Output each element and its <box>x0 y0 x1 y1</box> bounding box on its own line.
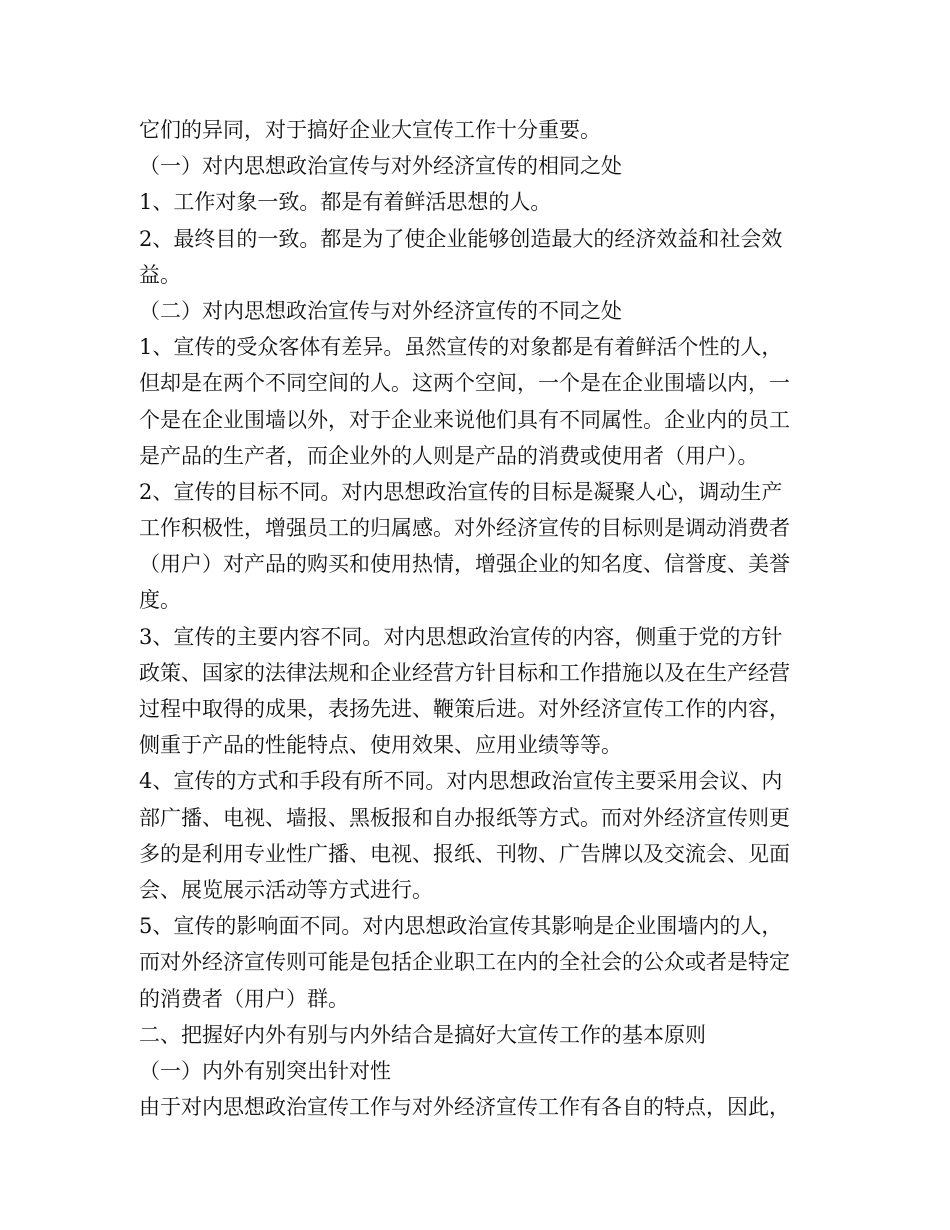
body-text-line: 是产品的生产者，而企业外的人则是产品的消费或使用者（用户）。 <box>139 443 759 468</box>
body-text-line: 部广播、电视、墙报、黑板报和自办报纸等方式。而对外经济宣传则更 <box>139 805 790 830</box>
body-text-line: 会、展览展示活动等方式进行。 <box>139 877 433 902</box>
body-text-line: 工作积极性，增强员工的归属感。对外经济宣传的目标则是调动消费者 <box>139 516 790 541</box>
body-text-line: 侧重于产品的性能特点、使用效果、应用业绩等等。 <box>139 733 622 758</box>
body-text-line: 而对外经济宣传则可能是包括企业职工在内的全社会的公众或者是特定 <box>139 950 790 975</box>
body-text-line: 4、宣传的方式和手段有所不同。对内思想政治宣传主要采用会议、内 <box>139 769 783 794</box>
body-text-line: 2、宣传的目标不同。对内思想政治宣传的目标是凝聚人心，调动生产 <box>139 479 783 504</box>
body-text-line: 度。 <box>139 588 181 613</box>
document-body <box>139 112 815 1125</box>
section-heading: （一）对内思想政治宣传与对外经济宣传的相同之处 <box>139 154 622 179</box>
section-heading: （一）内外有别突出针对性 <box>139 1058 391 1083</box>
body-text-line: 它们的异同，对于搞好企业大宣传工作十分重要。 <box>139 118 601 142</box>
body-text-line: 5、宣传的影响面不同。对内思想政治宣传其影响是企业围墙内的人， <box>139 914 783 939</box>
body-text-line: 由于对内思想政治宣传工作与对外经济宣传工作有各自的特点，因此， <box>139 1095 790 1120</box>
body-text-line: 个是在企业围墙以外，对于企业来说他们具有不同属性。企业内的员工 <box>139 407 790 432</box>
section-heading: （二）对内思想政治宣传与对外经济宣传的不同之处 <box>139 298 622 323</box>
section-heading: 二、把握好内外有别与内外结合是搞好大宣传工作的基本原则 <box>139 1022 706 1047</box>
body-text-line: 的消费者（用户）群。 <box>139 986 349 1011</box>
body-text-line: （用户）对产品的购买和使用热情，增强企业的知名度、信誉度、美誉 <box>139 552 790 577</box>
body-text-line: 政策、国家的法律法规和企业经营方针目标和工作措施以及在生产经营 <box>139 660 790 685</box>
body-text-line: 但却是在两个不同空间的人。这两个空间，一个是在企业围墙以内，一 <box>139 371 790 396</box>
body-text-line: 2、最终目的一致。都是为了使企业能够创造最大的经济效益和社会效 <box>139 226 783 251</box>
body-text-line: 3、宣传的主要内容不同。对内思想政治宣传的内容，侧重于党的方针 <box>139 624 783 649</box>
body-text-line: 过程中取得的成果，表扬先进、鞭策后进。对外经济宣传工作的内容， <box>139 697 790 721</box>
body-text-line: 多的是利用专业性广播、电视、报纸、刊物、广告牌以及交流会、见面 <box>139 841 790 866</box>
body-text-line: 1、工作对象一致。都是有着鲜活思想的人。 <box>139 190 552 215</box>
body-text-line: 益。 <box>139 262 181 287</box>
body-text-line: 1、宣传的受众客体有差异。虽然宣传的对象都是有着鲜活个性的人， <box>139 335 783 360</box>
